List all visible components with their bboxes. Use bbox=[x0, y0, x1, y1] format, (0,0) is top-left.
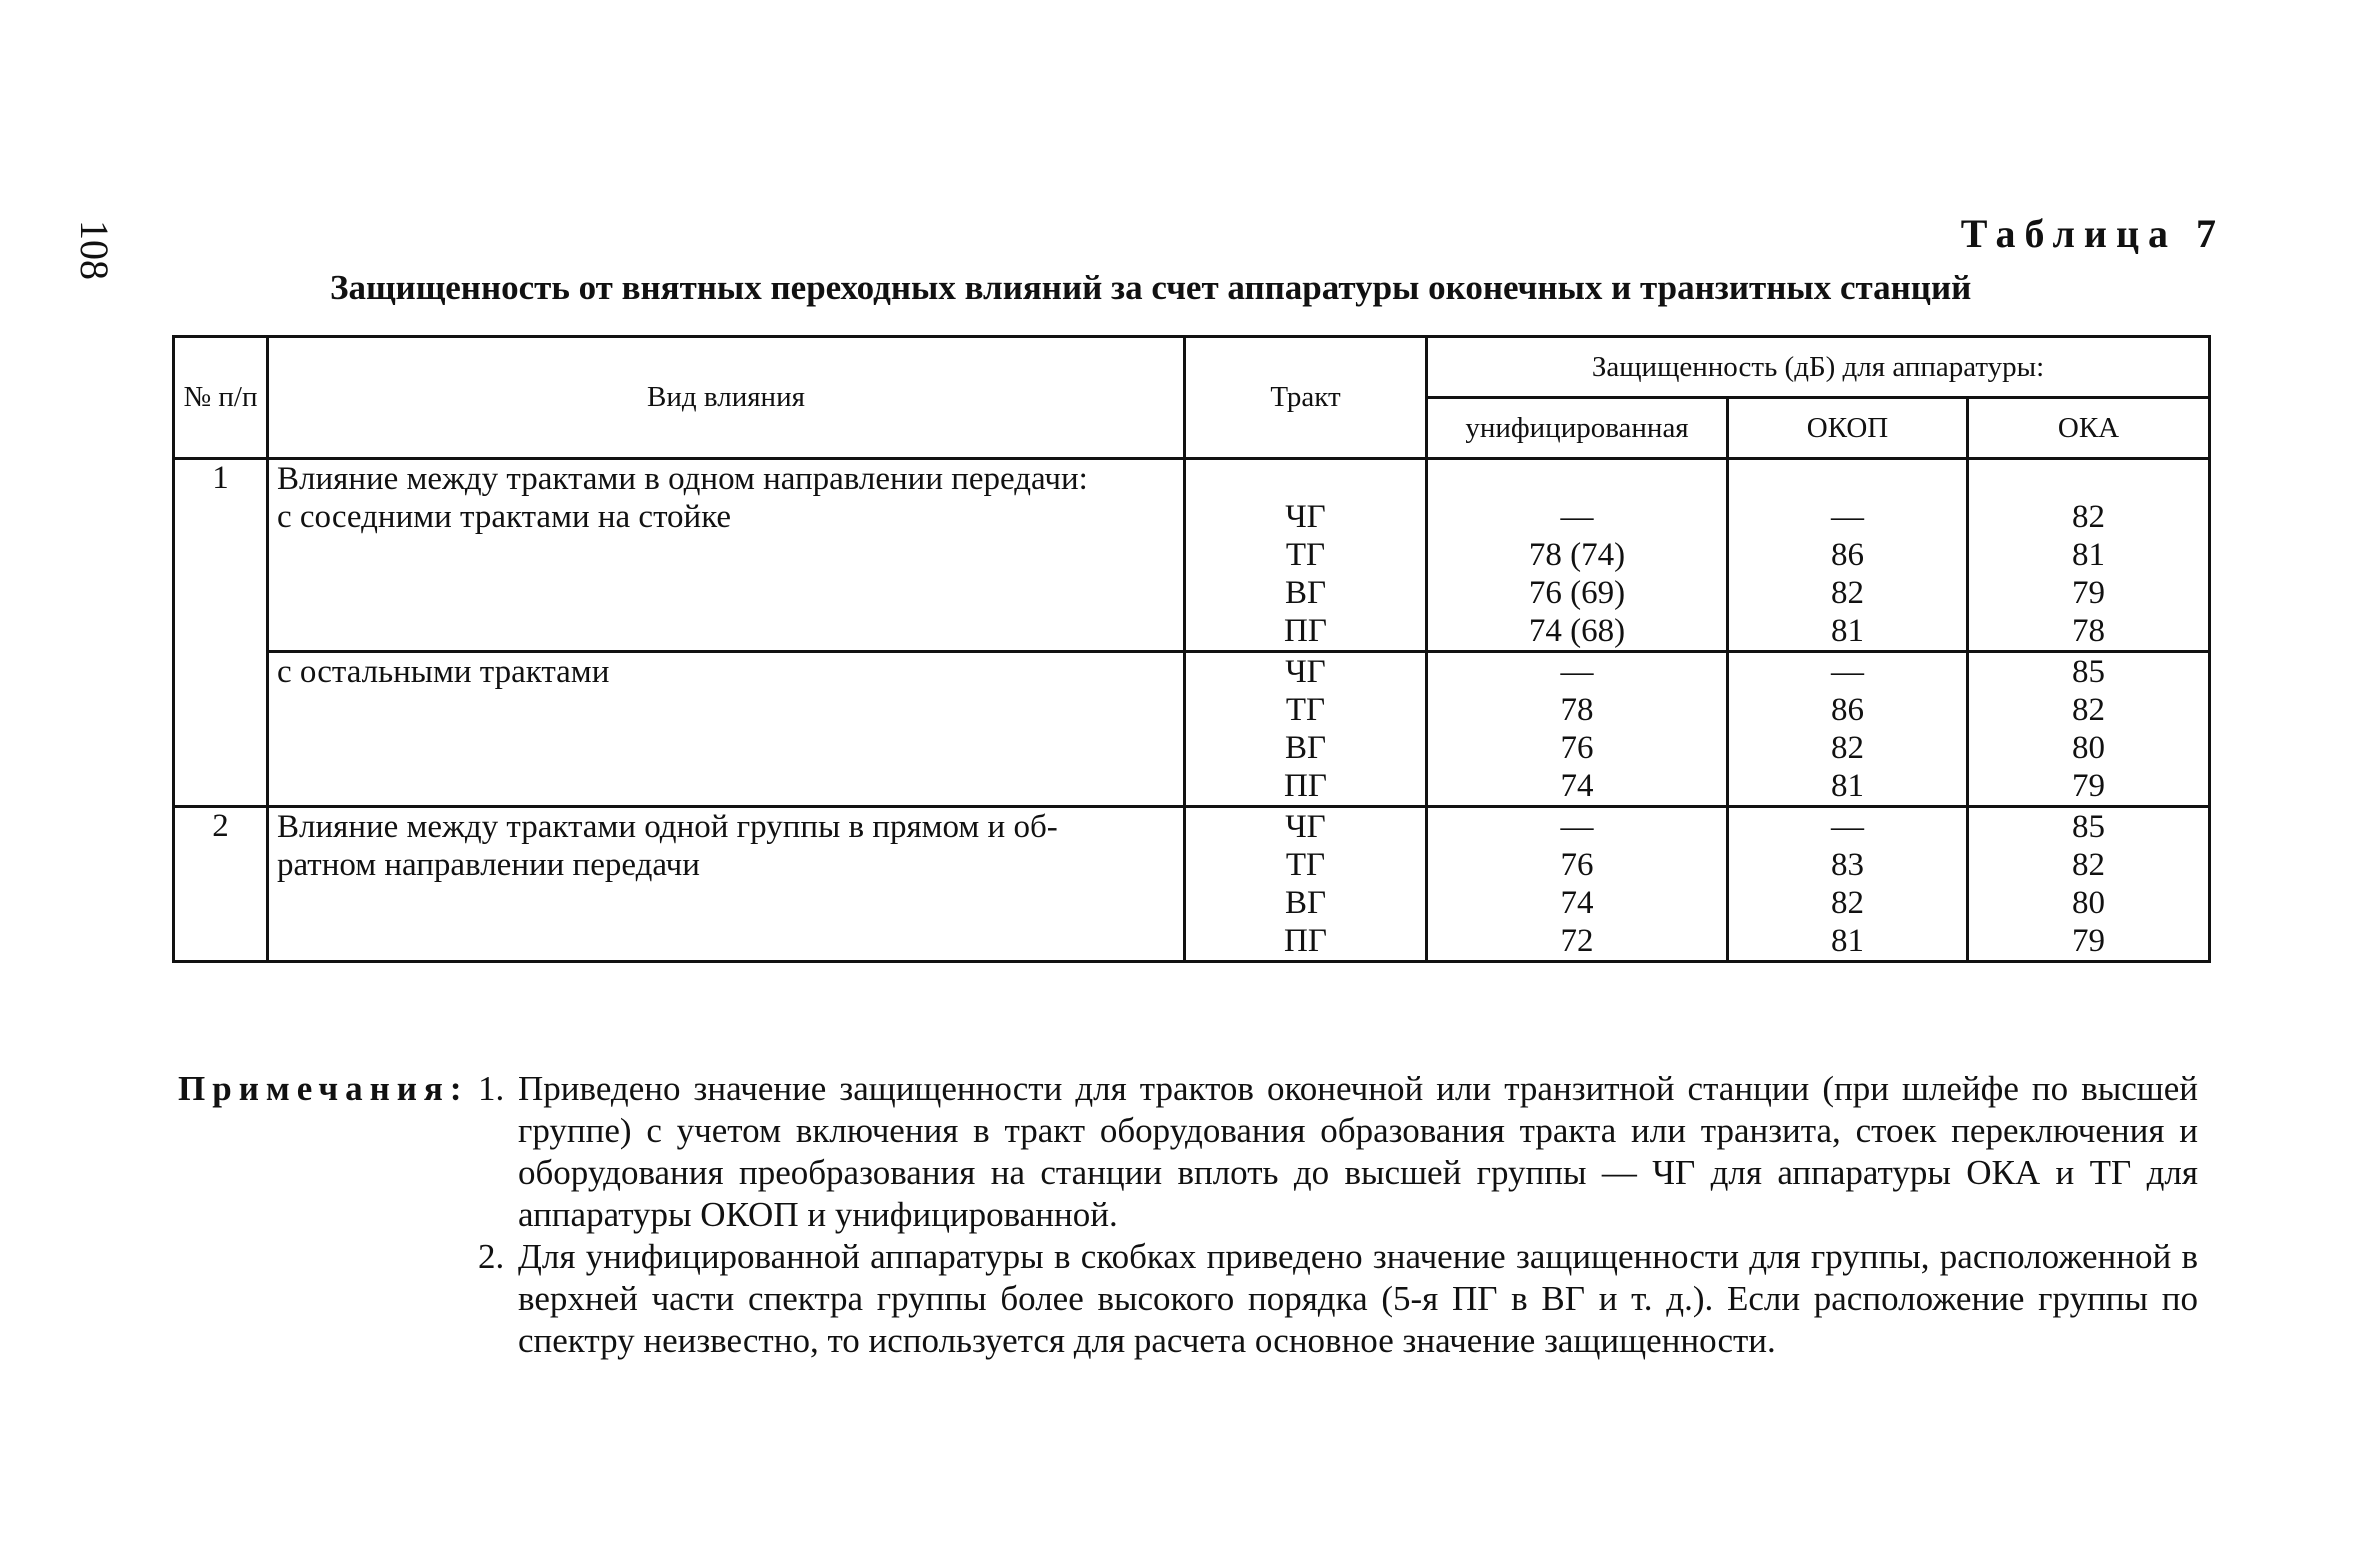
tract-value: ВГ bbox=[1284, 730, 1327, 766]
table-label: Таблица 7 bbox=[1960, 211, 2225, 256]
oka-value: 81 bbox=[2072, 537, 2105, 573]
note-number: 1. bbox=[478, 1069, 505, 1108]
table-title: Защищенность от внятных переходных влияний за счет аппаратуры оконечных и транзитных станций bbox=[330, 268, 1972, 307]
unified-value: 74 bbox=[1560, 885, 1594, 921]
oka-value: 79 bbox=[2072, 923, 2105, 959]
oka-value: 78 bbox=[2072, 613, 2105, 649]
oka-value: 85 bbox=[2072, 654, 2105, 690]
unified-value: 78 (74) bbox=[1528, 537, 1626, 573]
oka-cell bbox=[1968, 652, 2210, 807]
unified-value: 76 bbox=[1560, 730, 1594, 766]
okop-value: 86 bbox=[1831, 692, 1864, 728]
oka-value: 79 bbox=[2072, 768, 2105, 804]
okop-value: 81 bbox=[1831, 613, 1864, 649]
oka-value: 80 bbox=[2072, 885, 2105, 921]
unified-value: 72 bbox=[1560, 923, 1594, 959]
oka-value: 85 bbox=[2072, 809, 2105, 845]
unified-value: — bbox=[1560, 499, 1594, 535]
oka-value: 80 bbox=[2072, 730, 2105, 766]
row-description bbox=[268, 807, 1185, 962]
oka-value: 82 bbox=[2072, 692, 2105, 728]
header-num: № п/п bbox=[174, 337, 268, 459]
unified-value: 78 bbox=[1560, 692, 1594, 728]
row-description bbox=[268, 652, 1185, 807]
table-row bbox=[174, 807, 2210, 962]
row-desc-line: Влияние между трактами одной группы в прямом и об- bbox=[277, 809, 1058, 845]
okop-value: 83 bbox=[1831, 847, 1864, 883]
tract-value: ВГ bbox=[1284, 885, 1327, 921]
row-desc-line: с соседними трактами на стойке bbox=[277, 499, 732, 535]
unified-cell bbox=[1427, 652, 1728, 807]
header-tract: Тракт bbox=[1185, 337, 1427, 459]
protection-table bbox=[172, 335, 2211, 963]
okop-cell bbox=[1728, 652, 1968, 807]
row-num: 2 bbox=[174, 807, 268, 962]
tract-cell bbox=[1185, 459, 1427, 652]
okop-value: — bbox=[1831, 809, 1864, 845]
okop-value: 82 bbox=[1831, 730, 1864, 766]
note-text: Для унифицированной аппаратуры в скобках приведено значение защищенности для группы, расположенной в верхней части спектра группы более высокого порядка (5-я ПГ в ВГ и т. д.). Если расположение группы по спектру неизвестно, то используется для расчета основное значение защищенности. bbox=[518, 1237, 2198, 1360]
okop-value: 86 bbox=[1831, 537, 1864, 573]
tract-value: ЧГ bbox=[1285, 654, 1326, 690]
note-item bbox=[478, 1236, 2198, 1362]
table-row bbox=[174, 652, 2210, 807]
tract-value: ТГ bbox=[1285, 847, 1326, 883]
okop-value: — bbox=[1831, 499, 1864, 535]
unified-value: 76 bbox=[1560, 847, 1594, 883]
tract-value: ЧГ bbox=[1285, 809, 1326, 845]
tract-value: ПГ bbox=[1284, 613, 1327, 649]
row-num: 1 bbox=[174, 459, 268, 807]
oka-value: 79 bbox=[2072, 575, 2105, 611]
tract-value: ТГ bbox=[1285, 692, 1326, 728]
note-item bbox=[478, 1068, 2198, 1236]
row-desc-line: ратном направлении передачи bbox=[277, 847, 700, 883]
tract-value: ВГ bbox=[1284, 575, 1327, 611]
okop-value: 82 bbox=[1831, 575, 1864, 611]
tract-value: ПГ bbox=[1284, 923, 1327, 959]
table-row bbox=[174, 459, 2210, 652]
unified-value: — bbox=[1560, 654, 1594, 690]
tract-cell bbox=[1185, 807, 1427, 962]
notes-label: Примечания: bbox=[178, 1069, 469, 1108]
note-text: Приведено значение защищенности для трактов оконечной или транзитной станции (при шлейфе по высшей группе) с учетом включения в тракт оборудования образования тракта или транзита, стоек переключения и оборудования преобразования на станции вплоть до высшей группы — ЧГ для аппаратуры ОКА и ТГ для аппаратуры ОКОП и унифицированной. bbox=[518, 1069, 2198, 1234]
unified-value: 74 (68) bbox=[1528, 613, 1626, 649]
row-desc-line: Влияние между трактами в одном направлении передачи: bbox=[277, 461, 1088, 497]
oka-cell bbox=[1968, 459, 2210, 652]
oka-cell bbox=[1968, 807, 2210, 962]
header-type: Вид влияния bbox=[268, 337, 1185, 459]
okop-value: — bbox=[1831, 654, 1864, 690]
okop-cell bbox=[1728, 459, 1968, 652]
unified-value: — bbox=[1560, 809, 1594, 845]
oka-value: 82 bbox=[2072, 499, 2105, 535]
tract-value: ТГ bbox=[1285, 537, 1326, 573]
oka-value: 82 bbox=[2072, 847, 2105, 883]
header-unified: унифицированная bbox=[1427, 398, 1728, 459]
tract-value: ЧГ bbox=[1285, 499, 1326, 535]
unified-value: 76 (69) bbox=[1528, 575, 1626, 611]
unified-cell bbox=[1427, 807, 1728, 962]
note-number: 2. bbox=[478, 1237, 505, 1276]
tract-value: ПГ bbox=[1284, 768, 1327, 804]
row-desc-line: с остальными трактами bbox=[277, 654, 610, 690]
header-protection: Защищенность (дБ) для аппаратуры: bbox=[1427, 337, 2210, 398]
tract-cell bbox=[1185, 652, 1427, 807]
unified-value: 74 bbox=[1560, 768, 1594, 804]
okop-value: 81 bbox=[1831, 923, 1864, 959]
okop-value: 82 bbox=[1831, 885, 1864, 921]
unified-cell bbox=[1427, 459, 1728, 652]
page-number: 108 bbox=[72, 220, 117, 280]
header-oka: ОКА bbox=[1968, 398, 2210, 459]
okop-value: 81 bbox=[1831, 768, 1864, 804]
okop-cell bbox=[1728, 807, 1968, 962]
row-description bbox=[268, 459, 1185, 652]
header-okop: ОКОП bbox=[1728, 398, 1968, 459]
